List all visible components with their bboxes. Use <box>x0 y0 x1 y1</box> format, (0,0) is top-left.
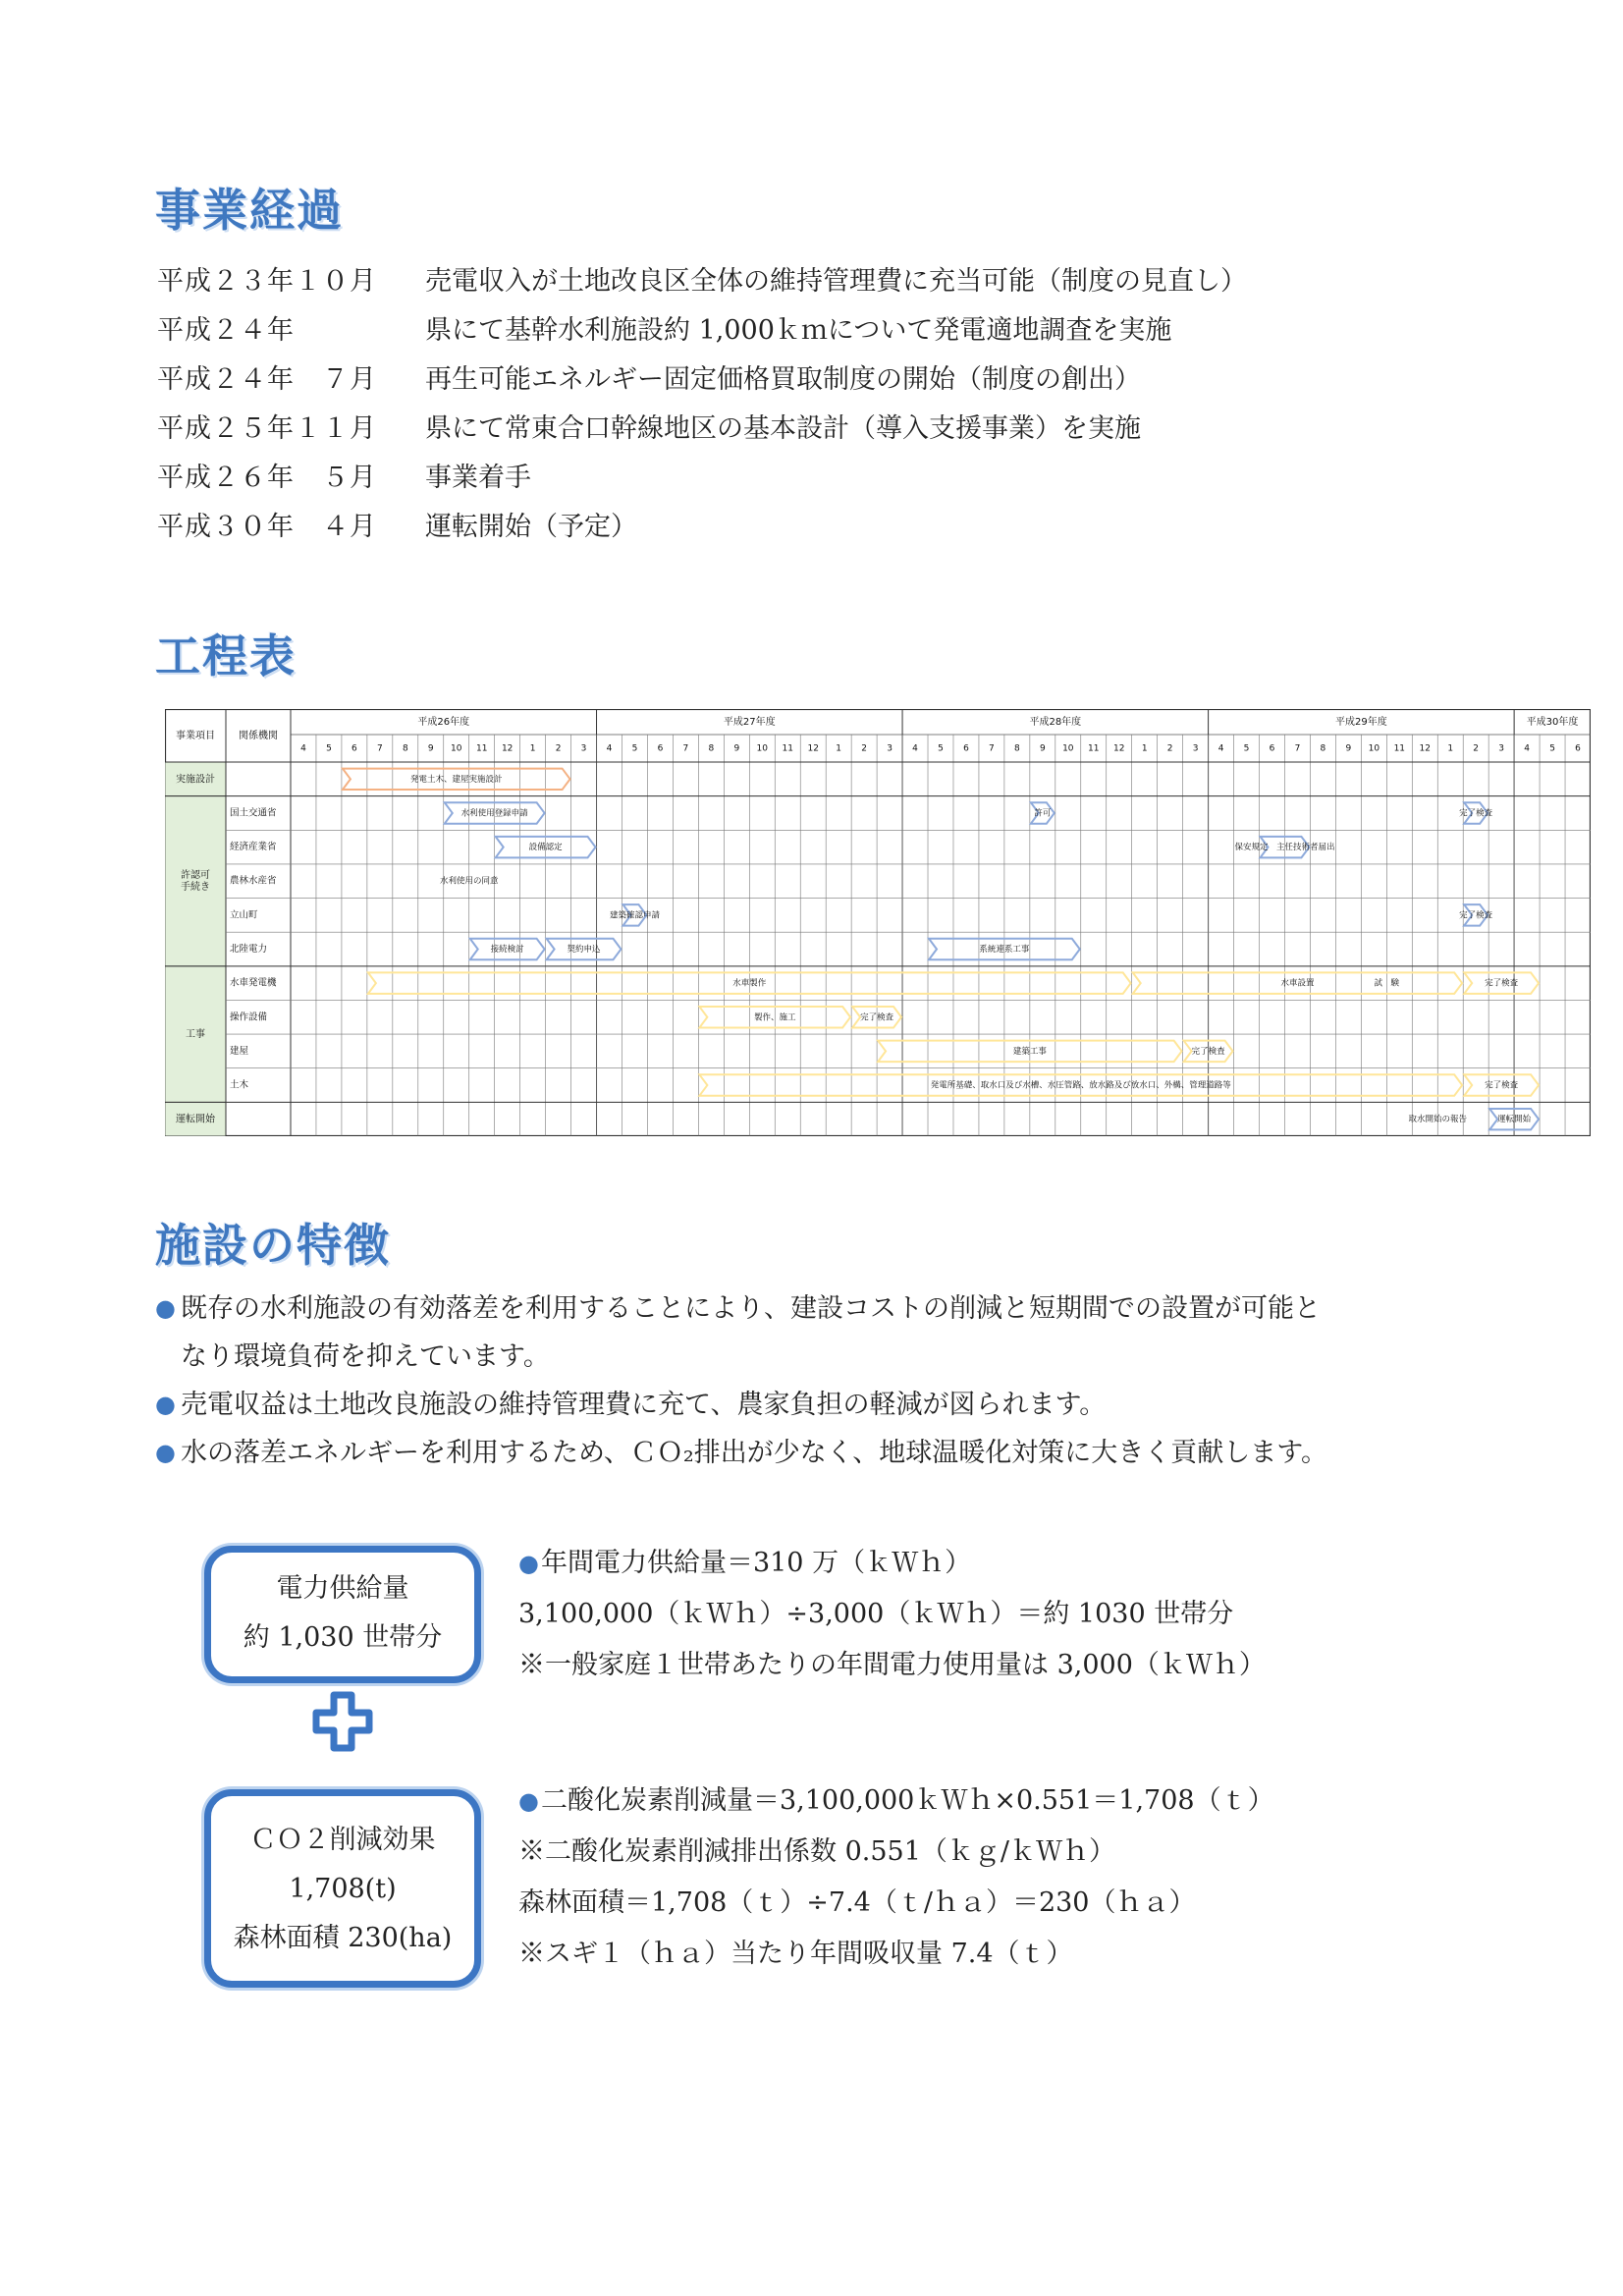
gantt-group-label: 実施設計 <box>176 774 215 786</box>
feature-text-line: 既存の水利施設の有効落差を利用することにより、建設コストの削減と短期間での設置が可能と <box>181 1293 1321 1324</box>
gantt-bar-label: 完了検査 <box>1191 1046 1225 1057</box>
gantt-bar-label: 発電土木、建屋実施設計 <box>409 774 503 785</box>
gantt-month-label: 4 <box>1524 743 1530 754</box>
gantt-month-label: 5 <box>1549 743 1555 754</box>
gantt-org-label: 土木 <box>230 1079 249 1091</box>
gantt-fiscal-year-label: 平成30年度 <box>1526 717 1579 728</box>
gantt-month-label: 8 <box>1014 743 1020 754</box>
gantt-group-label-part: 許認可 <box>181 870 210 882</box>
feature-text-line: 売電収益は土地改良施設の維持管理費に充て、農家負担の軽減が図られます。 <box>181 1390 1107 1420</box>
power-calc-line1: 年間電力供給量＝310 万（ｋＷｈ） <box>540 1548 972 1578</box>
history-description: 県にて基幹水利施設約 1,000ｋｍについて発電適地調査を実施 <box>425 314 1172 346</box>
gantt-bar-label: 完了検査 <box>860 1012 894 1023</box>
gantt-month-label: 3 <box>1498 743 1505 754</box>
gantt-month-label: 6 <box>1575 743 1581 754</box>
history-item <box>157 352 1453 401</box>
plus-icon <box>312 1691 373 1752</box>
gantt-bar-label: 水車製作 <box>732 978 767 989</box>
gantt-month-label: 12 <box>501 743 514 754</box>
gantt-bar-label: 系統連系工事 <box>979 945 1030 955</box>
feature-item <box>155 1429 1500 1477</box>
history-date: 平成２４年 ７月 <box>157 363 377 395</box>
gantt-month-label: 8 <box>402 743 408 754</box>
gantt-month-label: 10 <box>1062 743 1074 754</box>
power-box-line2: 約 1,030 世帯分 <box>243 1622 443 1653</box>
gantt-month-label: 11 <box>1088 743 1100 754</box>
gantt-fiscal-year-label: 平成26年度 <box>417 717 470 728</box>
history-date: 平成３０年 ４月 <box>157 511 377 542</box>
history-description: 再生可能エネルギー固定価格買取制度の開始（制度の創出） <box>425 363 1141 395</box>
power-calc-line3: ※一般家庭１世帯あたりの年間電力使用量は 3,000（ｋＷｈ） <box>518 1650 1266 1680</box>
gantt-month-label: 5 <box>938 743 944 754</box>
gantt-month-label: 11 <box>1393 743 1406 754</box>
history-list <box>157 253 1453 548</box>
gantt-bar-label: 運転開始 <box>1497 1115 1532 1125</box>
history-date: 平成２６年 ５月 <box>157 462 377 493</box>
gantt-bar-label: 発電所基礎、取水口及び水槽、水圧管路、放水路及び放水口、外構、管理道路等 <box>930 1080 1231 1091</box>
gantt-month-label: 10 <box>756 743 769 754</box>
gantt-month-label: 1 <box>529 743 536 754</box>
feature-text-line: 水の落差エネルギーを利用するため、ＣＯ₂排出が少なく、地球温暖化対策に大きく貢献します。 <box>181 1438 1328 1468</box>
gantt-month-label: 12 <box>1112 743 1125 754</box>
gantt-org-label: 国土交通省 <box>230 807 277 819</box>
history-description: 県にて常東合口幹線地区の基本設計（導入支援事業）を実施 <box>425 412 1141 444</box>
gantt-bar-label: 製作、施工 <box>753 1012 796 1023</box>
gantt-month-label: 2 <box>861 743 867 754</box>
history-item <box>157 401 1453 450</box>
power-box-line1: 電力供給量 <box>276 1573 409 1604</box>
gantt-org-label: 北陸電力 <box>230 944 268 955</box>
gantt-month-label: 12 <box>1419 743 1431 754</box>
gantt-month-label: 7 <box>989 743 995 754</box>
gantt-month-label: 4 <box>1217 743 1224 754</box>
gantt-bar-label: 取水開始の報告 <box>1408 1115 1467 1125</box>
gantt-bar-label: 水車設置 <box>1280 978 1315 989</box>
blue-dot-icon: ● <box>155 1294 176 1322</box>
gantt-month-label: 11 <box>475 743 488 754</box>
history-description: 売電収入が土地改良区全体の維持管理費に充当可能（制度の見直し） <box>425 265 1247 297</box>
gantt-bar-label: 設備認定 <box>528 843 563 853</box>
co2-calc-line3: 森林面積＝1,708（ｔ）÷7.4（ｔ/ｈａ）＝230（ｈａ） <box>518 1887 1196 1918</box>
gantt-bar-label: 保安規定 主任技術者届出 <box>1234 843 1335 853</box>
gantt-group-label <box>181 868 210 893</box>
history-item <box>157 499 1453 548</box>
gantt-month-label: 3 <box>1192 743 1199 754</box>
gantt-month-label: 2 <box>555 743 562 754</box>
gantt-month-label: 6 <box>1269 743 1275 754</box>
gantt-month-label: 2 <box>1166 743 1173 754</box>
feature-text-line: なり環境負荷を抑えています。 <box>181 1341 550 1372</box>
gantt-fiscal-year-label: 平成28年度 <box>1029 717 1082 728</box>
gantt-bar-label: 許可 <box>1034 808 1052 819</box>
gantt-group-label: 運転開始 <box>176 1114 215 1125</box>
co2-calculation <box>518 1776 1274 1980</box>
history-description: 運転開始（予定） <box>425 511 637 542</box>
power-calc-line2: 3,100,000（ｋＷｈ）÷3,000（ｋＷｈ）＝約 1030 世帯分 <box>518 1599 1234 1629</box>
features-heading: 施設の特徴 <box>155 1219 391 1272</box>
blue-dot-icon: ● <box>518 1550 539 1577</box>
gantt-bar-label: 完了検査 <box>1485 1080 1519 1091</box>
gantt-month-label: 4 <box>606 743 613 754</box>
gantt-bar-label: 完了検査 <box>1459 910 1493 921</box>
co2-calc-line4: ※スギ１（ｈａ）当たり年間吸収量 7.4（ｔ） <box>518 1939 1073 1969</box>
gantt-month-label: 4 <box>300 743 306 754</box>
co2-calc-line2: ※二酸化炭素削減排出係数 0.551（ｋｇ/ｋＷｈ） <box>518 1836 1115 1867</box>
blue-dot-icon: ● <box>518 1787 539 1815</box>
gantt-group-label-part: 手続き <box>181 882 210 894</box>
gantt-month-label: 3 <box>580 743 587 754</box>
gantt-month-label: 2 <box>1473 743 1480 754</box>
history-description: 事業着手 <box>425 462 531 493</box>
gantt-bar-label: 建築確認申請 <box>609 910 660 921</box>
gantt-bar-label: 接続検討 <box>490 945 524 955</box>
history-date: 平成２３年１０月 <box>157 265 377 297</box>
history-heading: 事業経過 <box>155 184 344 237</box>
schedule-heading: 工程表 <box>155 629 297 683</box>
co2-calc-line1: 二酸化炭素削減量＝3,100,000ｋＷｈ×0.551＝1,708（ｔ） <box>540 1785 1274 1816</box>
gantt-month-label: 7 <box>376 743 383 754</box>
gantt-month-label: 5 <box>1243 743 1250 754</box>
gantt-month-label: 10 <box>1368 743 1380 754</box>
gantt-bar-label: 完了検査 <box>1485 978 1519 989</box>
gantt-month-label: 9 <box>733 743 740 754</box>
gantt-org-label: 水車発電機 <box>230 977 277 989</box>
gantt-month-label: 7 <box>1294 743 1301 754</box>
gantt-month-label: 5 <box>326 743 332 754</box>
gantt-bar-label: 水利使用登録申請 <box>460 808 528 819</box>
gantt-bar-label: 水利使用の同意 <box>439 876 499 887</box>
history-item <box>157 450 1453 499</box>
gantt-month-label: 7 <box>682 743 689 754</box>
gantt-org-label: 操作設備 <box>230 1011 268 1023</box>
gantt-fiscal-year-label: 平成29年度 <box>1334 717 1387 728</box>
gantt-fiscal-year-label: 平成27年度 <box>723 717 776 728</box>
gantt-month-label: 9 <box>1345 743 1352 754</box>
features-list <box>155 1285 1500 1477</box>
gantt-bar-label: 完了検査 <box>1459 808 1493 819</box>
gantt-month-label: 1 <box>1141 743 1148 754</box>
gantt-org-label: 立山町 <box>230 909 258 921</box>
history-date: 平成２４年 <box>157 314 295 346</box>
gantt-org-label: 建屋 <box>230 1045 249 1057</box>
co2-box-line3: 森林面積 230(ha) <box>233 1923 453 1953</box>
gantt-month-label: 1 <box>836 743 842 754</box>
gantt-month-label: 8 <box>708 743 715 754</box>
gantt-bar-label: 試 験 <box>1374 978 1400 989</box>
co2-box-line1: ＣＯ２削減効果 <box>249 1825 436 1855</box>
gantt-month-label: 11 <box>782 743 793 754</box>
gantt-bar-label: 契約申込 <box>567 945 601 955</box>
gantt-org-label: 農林水産省 <box>230 875 277 887</box>
gantt-month-label: 6 <box>657 743 664 754</box>
gantt-month-label: 10 <box>451 743 462 754</box>
feature-item <box>155 1381 1500 1429</box>
history-date: 平成２５年１１月 <box>157 412 377 444</box>
gantt-frame <box>166 710 1591 1136</box>
feature-item <box>155 1285 1500 1381</box>
power-supply-box <box>204 1546 481 1683</box>
co2-box-line2: 1,708(t) <box>289 1874 397 1904</box>
co2-reduction-box <box>204 1789 481 1988</box>
gantt-month-label: 5 <box>631 743 638 754</box>
gantt-month-label: 12 <box>807 743 819 754</box>
gantt-month-label: 9 <box>427 743 434 754</box>
blue-dot-icon: ● <box>155 1439 176 1466</box>
gantt-month-label: 6 <box>352 743 357 754</box>
schedule-gantt-chart <box>165 709 1591 1136</box>
power-calculation <box>518 1538 1266 1691</box>
gantt-bar-label: 建築工事 <box>1012 1046 1047 1057</box>
gantt-month-label: 6 <box>963 743 969 754</box>
gantt-header-org: 関係機関 <box>239 731 278 741</box>
gantt-org-label: 経済産業省 <box>230 842 277 853</box>
gantt-month-label: 9 <box>1039 743 1046 754</box>
gantt-month-label: 3 <box>887 743 893 754</box>
gantt-month-label: 4 <box>912 743 918 754</box>
history-item <box>157 253 1453 302</box>
history-item <box>157 302 1453 352</box>
gantt-group-label: 工事 <box>186 1029 205 1041</box>
gantt-month-label: 8 <box>1320 743 1326 754</box>
gantt-header-item: 事業項目 <box>176 731 215 741</box>
gantt-month-label: 1 <box>1447 743 1454 754</box>
blue-dot-icon: ● <box>155 1391 176 1418</box>
